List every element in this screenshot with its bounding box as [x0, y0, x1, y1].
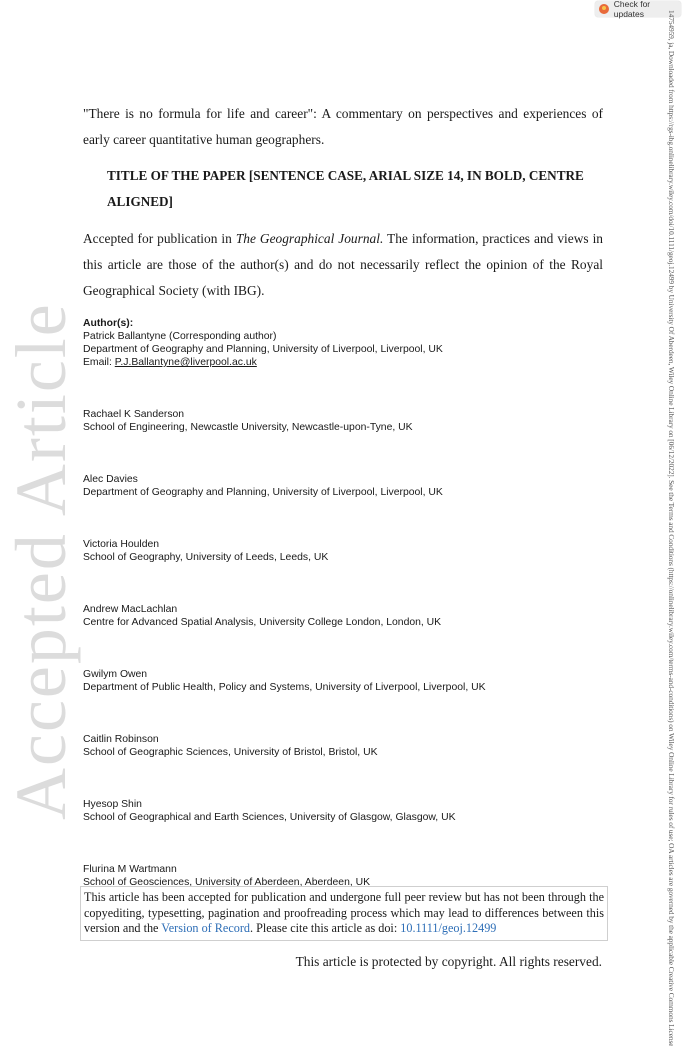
author-entry	[83, 668, 623, 694]
journal-name: The Geographical Journal.	[235, 231, 384, 246]
author-entry	[83, 603, 623, 629]
title-placeholder: TITLE OF THE PAPER [SENTENCE CASE, ARIAL SIZE 14, IN BOLD, CENTRE ALIGNED]	[107, 168, 584, 209]
author-entry	[83, 733, 623, 759]
author-affiliation: School of Engineering, Newcastle University, Newcastle-upon-Tyne, UK	[83, 422, 413, 433]
article-title: "There is no formula for life and career": A commentary on perspectives and experiences of early career quantitative human geographers.	[83, 106, 603, 147]
author-affiliation: Department of Geography and Planning, University of Liverpool, Liverpool, UK	[83, 344, 443, 355]
author-entry	[83, 538, 623, 564]
download-side-note	[666, 10, 676, 1046]
check-for-updates-label: Check for updates	[613, 0, 651, 19]
publication-statement	[83, 226, 603, 304]
author-affiliation: School of Geographic Sciences, University of Bristol, Bristol, UK	[83, 747, 378, 758]
author-entry	[83, 798, 623, 824]
notice-text-2: . Please cite this article as doi:	[249, 921, 401, 935]
author-name: Caitlin Robinson	[83, 734, 159, 745]
doi-link[interactable]: 10.1111/geoj.12499	[400, 921, 497, 935]
author-entry	[83, 473, 623, 499]
email-link[interactable]: P.J.Ballantyne@liverpool.ac.uk	[114, 357, 257, 368]
author-affiliation: Department of Public Health, Policy and Systems, University of Liverpool, Liverpool, UK	[83, 682, 486, 693]
author-affiliation: Department of Geography and Planning, University of Liverpool, Liverpool, UK	[83, 487, 443, 498]
author-affiliation: School of Geography, University of Leeds, Leeds, UK	[83, 552, 329, 563]
watermark-text: Accepted Article	[1, 302, 81, 820]
publication-prefix: Accepted for publication in	[83, 231, 236, 246]
publication-suffix: The information, practices and views in this article are those of the author(s) and do not necessarily reflect the opinion of the Royal Geographical Society (with IBG).	[83, 231, 603, 298]
author-affiliation: School of Geographical and Earth Sciences, University of Glasgow, Glasgow, UK	[83, 812, 456, 823]
crossmark-icon	[599, 4, 609, 14]
author-entry	[83, 330, 623, 369]
version-of-record-link[interactable]: Version of Record	[161, 921, 250, 935]
author-entry	[83, 408, 623, 434]
author-name: Flurina M Wartmann	[83, 864, 177, 875]
author-name: Victoria Houlden	[83, 539, 160, 550]
author-email-line	[83, 356, 623, 369]
download-side-note-text: 14754959, ja, Downloaded from https://rgs-ibg.onlinelibrary.wiley.com/doi/10.1111/geoj.12499 by University Of Aberdeen, Wiley Online Library on [06/12/2022]. See the Terms and Conditions (https://onlinelibrary.wiley.com/terms-and-conditions) on Wiley Online Library for rules of use; OA articles are governed by the applicable Creative Commons License	[667, 10, 676, 1046]
copyright-notice: This article is protected by copyright. All rights reserved.	[295, 954, 602, 969]
author-name: Alec Davies	[83, 474, 138, 485]
author-list	[83, 317, 623, 928]
notice-text: This article has been accepted for publication and undergone full peer review but has not been through the copyediting, typesetting, pagination and proofreading process which may lead to differences between this version and the	[84, 890, 604, 935]
author-name: Patrick Ballantyne (Corresponding author)	[83, 331, 277, 342]
author-name: Andrew MacLachlan	[83, 604, 178, 615]
author-name: Rachael K Sanderson	[83, 409, 185, 420]
author-affiliation: Centre for Advanced Spatial Analysis, University College London, London, UK	[83, 617, 442, 628]
acceptance-notice	[80, 886, 608, 941]
email-label: Email:	[83, 357, 115, 368]
author-name: Gwilym Owen	[83, 669, 148, 680]
author-name: Hyesop Shin	[83, 799, 142, 810]
watermark	[0, 0, 80, 1000]
authors-label: Author(s):	[83, 318, 134, 329]
author-affiliation: School of Geosciences, University of Aberdeen, Aberdeen, UK	[83, 877, 371, 888]
